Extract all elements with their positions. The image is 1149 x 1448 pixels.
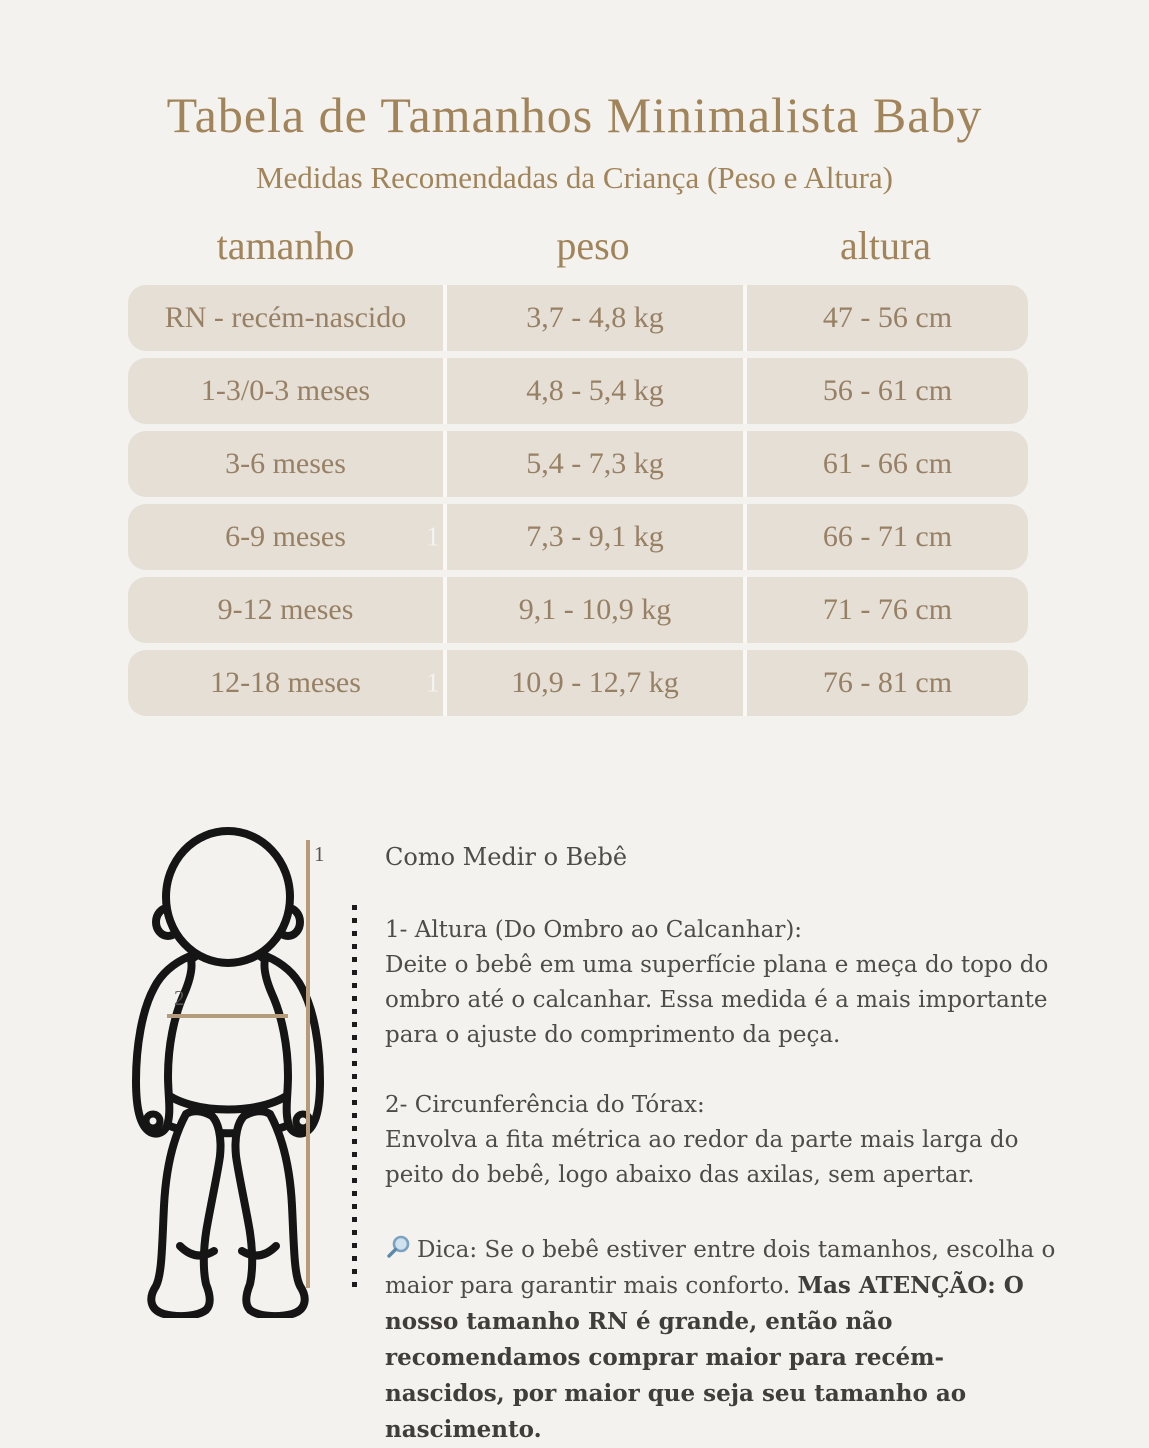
page-title: Tabela de Tamanhos Minimalista Baby	[166, 87, 983, 143]
cell-size: 1-3/0-3 meses	[200, 374, 371, 407]
tip-text-bold: Mas ATENÇÃO: O nosso tamanho RN é grande, então não recomendamos comprar maior para recém-nascidos, por maior que seja seu tamanho ao nascimento.	[385, 1272, 1024, 1443]
measuring-guide	[385, 840, 1057, 1448]
magnifier-icon	[385, 1235, 411, 1261]
cell-weight: 9,1 - 10,9 kg	[443, 577, 743, 643]
cell-weight: 3,7 - 4,8 kg	[443, 285, 743, 351]
cell-size: 12-18 meses	[210, 666, 361, 699]
cell-size: 3-6 meses	[225, 447, 346, 480]
cell-weight: 5,4 - 7,3 kg	[443, 431, 743, 497]
cell-weight: 10,9 - 12,7 kg	[443, 650, 743, 716]
cell-size: 6-9 meses	[225, 520, 346, 553]
column-header-tamanho: tamanho	[216, 223, 355, 268]
cell-height: 61 - 66 cm	[743, 431, 1028, 497]
table-row	[128, 285, 1028, 351]
page-subtitle: Medidas Recomendadas da Criança (Peso e Altura)	[255, 160, 893, 195]
table-row	[128, 577, 1028, 643]
section-title: 2- Circunferência do Tórax:	[385, 1092, 705, 1118]
column-header-altura: altura	[839, 223, 932, 268]
cell-height: 47 - 56 cm	[743, 285, 1028, 351]
cell-height: 71 - 76 cm	[743, 577, 1028, 643]
guide-heading: Como Medir o Bebê	[385, 843, 628, 871]
header	[0, 0, 1149, 196]
dotted-divider	[352, 905, 357, 1287]
baby-measurement-illustration	[128, 826, 343, 1318]
cell-size: 9-12 meses	[217, 593, 354, 626]
table-header-row	[128, 222, 1028, 269]
section-title: 1- Altura (Do Ombro ao Calcanhar):	[385, 917, 803, 943]
cell-weight: 4,8 - 5,4 kg	[443, 358, 743, 424]
table-row	[128, 358, 1028, 424]
column-header-peso: peso	[556, 223, 630, 268]
section-body: Envolva a fita métrica ao redor da parte mais larga do peito do bebê, logo abaixo das axilas, sem apertar.	[385, 1127, 1019, 1188]
table-row	[128, 431, 1028, 497]
size-table	[128, 222, 1028, 723]
cell-height: 66 - 71 cm	[743, 504, 1028, 570]
watermark-digit: 1	[426, 521, 440, 552]
tip-paragraph	[385, 1233, 1057, 1448]
watermark-digit: 1	[426, 667, 440, 698]
guide-section-chest	[385, 1088, 1057, 1193]
cell-height: 76 - 81 cm	[743, 650, 1028, 716]
cell-height: 56 - 61 cm	[743, 358, 1028, 424]
tip-text: Dica: Se o bebê estiver entre dois tamanhos, escolha o maior para garantir mais conforto.	[385, 1237, 1056, 1299]
height-measure-line	[306, 840, 310, 1288]
chest-measure-line	[167, 1014, 288, 1018]
height-line-label: 1	[314, 842, 325, 866]
guide-section-height	[385, 913, 1057, 1053]
table-row	[128, 650, 1028, 716]
chest-line-label: 2	[174, 986, 185, 1010]
cell-weight: 7,3 - 9,1 kg	[443, 504, 743, 570]
baby-outline-icon	[128, 826, 343, 1318]
table-row	[128, 504, 1028, 570]
section-body: Deite o bebê em uma superfície plana e meça do topo do ombro até o calcanhar. Essa medida é a mais importante para o ajuste do comprimento da peça.	[385, 952, 1049, 1048]
cell-size: RN - recém-nascido	[164, 301, 407, 334]
